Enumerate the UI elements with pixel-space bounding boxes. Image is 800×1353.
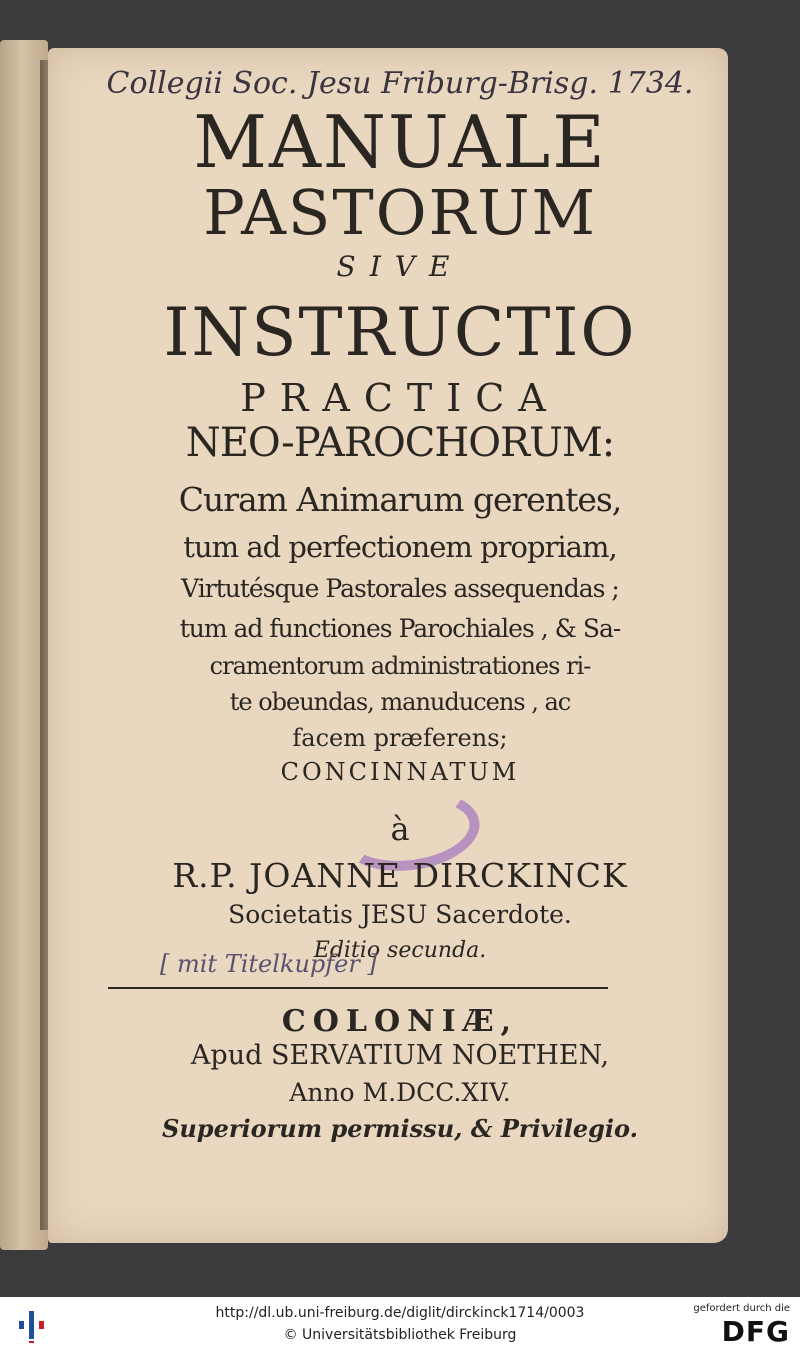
imprint-permission: Superiorum permissu, & Privilegio. bbox=[162, 1114, 638, 1143]
viewer-footer bbox=[0, 1297, 800, 1353]
author-role: Societatis JESU Sacerdote. bbox=[228, 900, 572, 929]
funder-caption: gefordert durch die bbox=[693, 1303, 790, 1314]
copyright-notice: © Universitätsbibliothek Freiburg bbox=[283, 1327, 517, 1343]
subtitle-line-4: tum ad functiones Parochiales , & Sa- bbox=[179, 614, 621, 643]
title-line-pastorum: PASTORUM bbox=[203, 176, 597, 249]
permalink-url[interactable]: http://dl.ub.uni-freiburg.de/diglit/dirckinck1714/0003 bbox=[215, 1305, 585, 1321]
title-line-instructio: INSTRUCTIO bbox=[163, 294, 637, 371]
subtitle-line-5: cramentorum administrationes ri- bbox=[209, 652, 591, 680]
handwritten-ownership-note: Collegii Soc. Jesu Friburg-Brisg. 1734. bbox=[106, 66, 694, 101]
concinnatum-line: CONCINNATUM bbox=[280, 758, 520, 786]
horizontal-rule bbox=[108, 987, 608, 989]
edition-line: Editio secunda. bbox=[313, 938, 487, 963]
subtitle-line-7: facem præferens; bbox=[292, 724, 508, 752]
subtitle-line-2: tum ad perfectionem propriam, bbox=[183, 530, 617, 564]
imprint-place: COLONIÆ, bbox=[281, 1004, 519, 1039]
title-line-neo-parochorum: NEO-PAROCHORUM: bbox=[185, 420, 615, 466]
title-line-practica: PRACTICA bbox=[240, 376, 560, 420]
imprint-publisher: Apud SERVATIUM NOETHEN, bbox=[190, 1040, 610, 1071]
subtitle-line-1: Curam Animarum gerentes, bbox=[178, 480, 622, 519]
author-name: R.P. JOANNE DIRCKINCK bbox=[172, 856, 628, 895]
pencil-note: [ mit Titelkupfer ] bbox=[160, 950, 377, 978]
subtitle-line-3: Virtutésque Pastorales assequendas ; bbox=[181, 574, 619, 603]
title-line-manuale: MANUALE bbox=[193, 100, 607, 184]
imprint-year: Anno M.DCC.XIV. bbox=[289, 1078, 511, 1107]
title-line-sive: SIVE bbox=[336, 250, 464, 283]
a-preposition: à bbox=[390, 810, 410, 848]
dfg-logo[interactable]: DFG bbox=[721, 1315, 790, 1348]
subtitle-line-6: te obeundas, manuducens , ac bbox=[229, 688, 571, 716]
